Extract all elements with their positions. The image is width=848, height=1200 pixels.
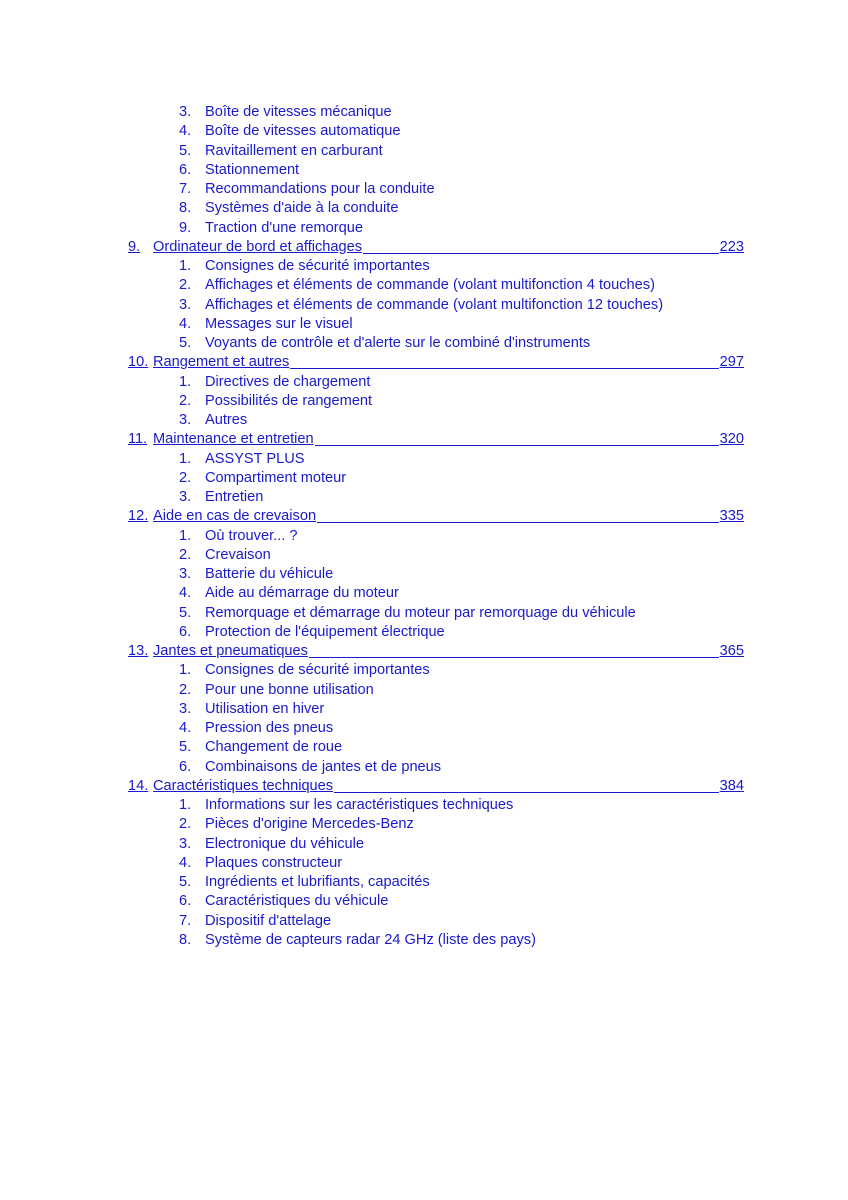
chapter-number: 10.	[128, 354, 149, 371]
chapter-number: 12.	[128, 508, 149, 525]
subsection-number: 5.	[179, 335, 192, 351]
toc-subsection-row	[0, 122, 848, 141]
chapter-title: Jantes et pneumatiques	[153, 643, 308, 659]
toc-subsection-row	[0, 931, 848, 950]
toc-chapter-row	[0, 642, 848, 661]
subsection-number: 5.	[179, 739, 192, 756]
subsection-title[interactable]: Ingrédients et lubrifiants, capacités	[205, 874, 430, 890]
subsection-title[interactable]: Messages sur le visuel	[205, 315, 353, 332]
toc-subsection-row	[0, 835, 848, 854]
chapter-title: Rangement et autres	[153, 354, 290, 371]
subsection-title[interactable]: Consignes de sécurité importantes	[205, 662, 430, 679]
toc-subsection-row	[0, 411, 848, 430]
toc-chapter-link[interactable]	[128, 430, 744, 449]
toc-subsection-row	[0, 912, 848, 931]
subsection-title[interactable]: Système de capteurs radar 24 GHz (liste des pays)	[205, 931, 536, 948]
subsection-title[interactable]: Boîte de vitesses mécanique	[205, 104, 392, 120]
subsection-title[interactable]: Systèmes d'aide à la conduite	[205, 200, 399, 217]
subsection-number: 3.	[179, 104, 192, 120]
subsection-number: 1.	[179, 373, 192, 390]
chapter-number: 11.	[128, 431, 148, 448]
toc-subsection-row	[0, 334, 848, 353]
chapter-title: Maintenance et entretien	[153, 431, 314, 448]
subsection-number: 2.	[179, 469, 192, 486]
leader-line	[290, 353, 718, 369]
subsection-title[interactable]: Affichages et éléments de commande (volant multifonction 4 touches)	[205, 277, 655, 294]
subsection-title[interactable]: Informations sur les caractéristiques techniques	[205, 797, 514, 813]
leader-line	[363, 238, 719, 254]
toc-subsection-row	[0, 758, 848, 777]
subsection-number: 6.	[179, 758, 192, 775]
subsection-title[interactable]: Pression des pneus	[205, 720, 334, 736]
subsection-title[interactable]: Stationnement	[205, 161, 300, 178]
subsection-title[interactable]: Directives de chargement	[205, 373, 371, 390]
subsection-title[interactable]: Où trouver... ?	[205, 527, 298, 544]
subsection-title[interactable]: Pour une bonne utilisation	[205, 681, 374, 698]
toc-subsection-row	[0, 719, 848, 738]
toc-subsection-row	[0, 565, 848, 584]
page-number: 320	[719, 431, 744, 448]
toc-subsection-row	[0, 450, 848, 469]
toc-chapter-row	[0, 507, 848, 526]
subsection-number: 3.	[179, 566, 192, 582]
page-number: 297	[719, 354, 744, 371]
subsection-number: 5.	[179, 142, 192, 159]
subsection-number: 4.	[179, 854, 192, 871]
page-number: 335	[719, 508, 744, 525]
subsection-number: 4.	[179, 315, 192, 332]
page-number: 384	[719, 777, 744, 794]
subsection-number: 2.	[179, 277, 192, 294]
toc-subsection-row	[0, 796, 848, 815]
subsection-title[interactable]: Dispositif d'attelage	[205, 912, 332, 929]
subsection-title[interactable]: Caractéristiques du véhicule	[205, 893, 389, 910]
subsection-number: 5.	[179, 874, 192, 890]
toc-chapter-row	[0, 777, 848, 796]
toc-chapter-row	[0, 430, 848, 449]
subsection-title[interactable]: Ravitaillement en carburant	[205, 142, 383, 159]
subsection-title[interactable]: Plaques constructeur	[205, 854, 343, 871]
toc-subsection-row	[0, 103, 848, 122]
leader-line	[334, 777, 719, 793]
subsection-number: 7.	[179, 181, 192, 197]
toc-chapter-link[interactable]	[128, 238, 744, 257]
subsection-number: 8.	[179, 200, 192, 217]
page-number: 365	[719, 643, 744, 659]
subsection-title[interactable]: Possibilités de rangement	[205, 392, 373, 409]
subsection-number: 1.	[179, 258, 192, 274]
chapter-number: 13.	[128, 643, 149, 659]
subsection-number: 3.	[179, 412, 192, 428]
toc-subsection-row	[0, 873, 848, 892]
toc-subsection-row	[0, 700, 848, 719]
subsection-number: 3.	[179, 835, 192, 852]
subsection-number: 1.	[179, 527, 192, 544]
subsection-number: 1.	[179, 450, 192, 467]
subsection-title[interactable]: Voyants de contrôle et d'alerte sur le combiné d'instruments	[205, 335, 591, 351]
toc-subsection-row	[0, 219, 848, 238]
subsection-number: 1.	[179, 797, 192, 813]
toc-subsection-row	[0, 488, 848, 507]
chapter-number: 14.	[128, 777, 149, 794]
subsection-title[interactable]: Batterie du véhicule	[205, 566, 334, 582]
toc-subsection-row	[0, 815, 848, 834]
subsection-number: 6.	[179, 161, 192, 178]
table-of-contents	[0, 103, 848, 950]
toc-chapter-link[interactable]	[128, 507, 744, 526]
toc-chapter-row	[0, 353, 848, 372]
toc-subsection-row	[0, 527, 848, 546]
toc-subsection-row	[0, 469, 848, 488]
subsection-number: 4.	[179, 585, 192, 602]
subsection-number: 1.	[179, 662, 192, 679]
chapter-title: Caractéristiques techniques	[153, 777, 334, 794]
toc-chapter-row	[0, 238, 848, 257]
subsection-number: 3.	[179, 489, 192, 505]
subsection-number: 3.	[179, 700, 192, 717]
toc-subsection-row	[0, 257, 848, 276]
subsection-title[interactable]: Electronique du véhicule	[205, 835, 365, 852]
subsection-title[interactable]: Traction d'une remorque	[205, 219, 363, 236]
chapter-title: Aide en cas de crevaison	[153, 508, 317, 525]
subsection-title[interactable]: Utilisation en hiver	[205, 700, 325, 717]
subsection-number: 2.	[179, 816, 192, 833]
chapter-number: 9.	[128, 238, 141, 255]
subsection-title[interactable]: Autres	[205, 412, 248, 428]
leader-line	[309, 642, 719, 658]
subsection-number: 5.	[179, 604, 192, 621]
subsection-number: 2.	[179, 546, 192, 563]
toc-subsection-row	[0, 142, 848, 161]
subsection-title[interactable]: Entretien	[205, 489, 264, 505]
toc-subsection-row	[0, 892, 848, 911]
page-number: 223	[719, 238, 744, 255]
subsection-number: 7.	[179, 912, 192, 929]
toc-subsection-row	[0, 604, 848, 623]
toc-subsection-row	[0, 661, 848, 680]
subsection-number: 4.	[179, 720, 192, 736]
toc-chapter-link[interactable]	[128, 642, 744, 661]
toc-subsection-row	[0, 623, 848, 642]
subsection-title[interactable]: Aide au démarrage du moteur	[205, 585, 399, 602]
subsection-title[interactable]: Combinaisons de jantes et de pneus	[205, 758, 442, 775]
subsection-title[interactable]: Boîte de vitesses automatique	[205, 123, 401, 140]
subsection-number: 3.	[179, 296, 192, 313]
subsection-title[interactable]: Consignes de sécurité importantes	[205, 258, 430, 274]
subsection-title[interactable]: Changement de roue	[205, 739, 343, 756]
subsection-title[interactable]: Compartiment moteur	[205, 469, 347, 486]
toc-subsection-row	[0, 276, 848, 295]
leader-line	[317, 507, 719, 523]
subsection-title[interactable]: Pièces d'origine Mercedes-Benz	[205, 816, 414, 833]
subsection-number: 8.	[179, 931, 192, 948]
chapter-title: Ordinateur de bord et affichages	[153, 238, 363, 255]
toc-subsection-row	[0, 373, 848, 392]
subsection-title[interactable]: Recommandations pour la conduite	[205, 181, 435, 197]
subsection-number: 2.	[179, 681, 192, 698]
subsection-title[interactable]: Crevaison	[205, 546, 271, 563]
toc-subsection-row	[0, 681, 848, 700]
toc-subsection-row	[0, 180, 848, 199]
toc-subsection-row	[0, 392, 848, 411]
toc-subsection-row	[0, 296, 848, 315]
toc-subsection-row	[0, 738, 848, 757]
toc-subsection-row	[0, 584, 848, 603]
subsection-title[interactable]: Affichages et éléments de commande (volant multifonction 12 touches)	[205, 296, 664, 313]
leader-line	[315, 430, 719, 446]
toc-chapter-link[interactable]	[128, 777, 744, 796]
toc-subsection-row	[0, 161, 848, 180]
subsection-title[interactable]: Protection de l'équipement électrique	[205, 623, 445, 640]
toc-subsection-row	[0, 546, 848, 565]
subsection-number: 6.	[179, 623, 192, 640]
subsection-number: 9.	[179, 219, 192, 236]
subsection-number: 2.	[179, 392, 192, 409]
subsection-title[interactable]: Remorquage et démarrage du moteur par remorquage du véhicule	[205, 604, 636, 621]
subsection-number: 4.	[179, 123, 192, 140]
toc-subsection-row	[0, 199, 848, 218]
subsection-title[interactable]: ASSYST PLUS	[205, 450, 305, 467]
subsection-number: 6.	[179, 893, 192, 910]
toc-chapter-link[interactable]	[128, 353, 744, 372]
toc-subsection-row	[0, 315, 848, 334]
toc-subsection-row	[0, 854, 848, 873]
